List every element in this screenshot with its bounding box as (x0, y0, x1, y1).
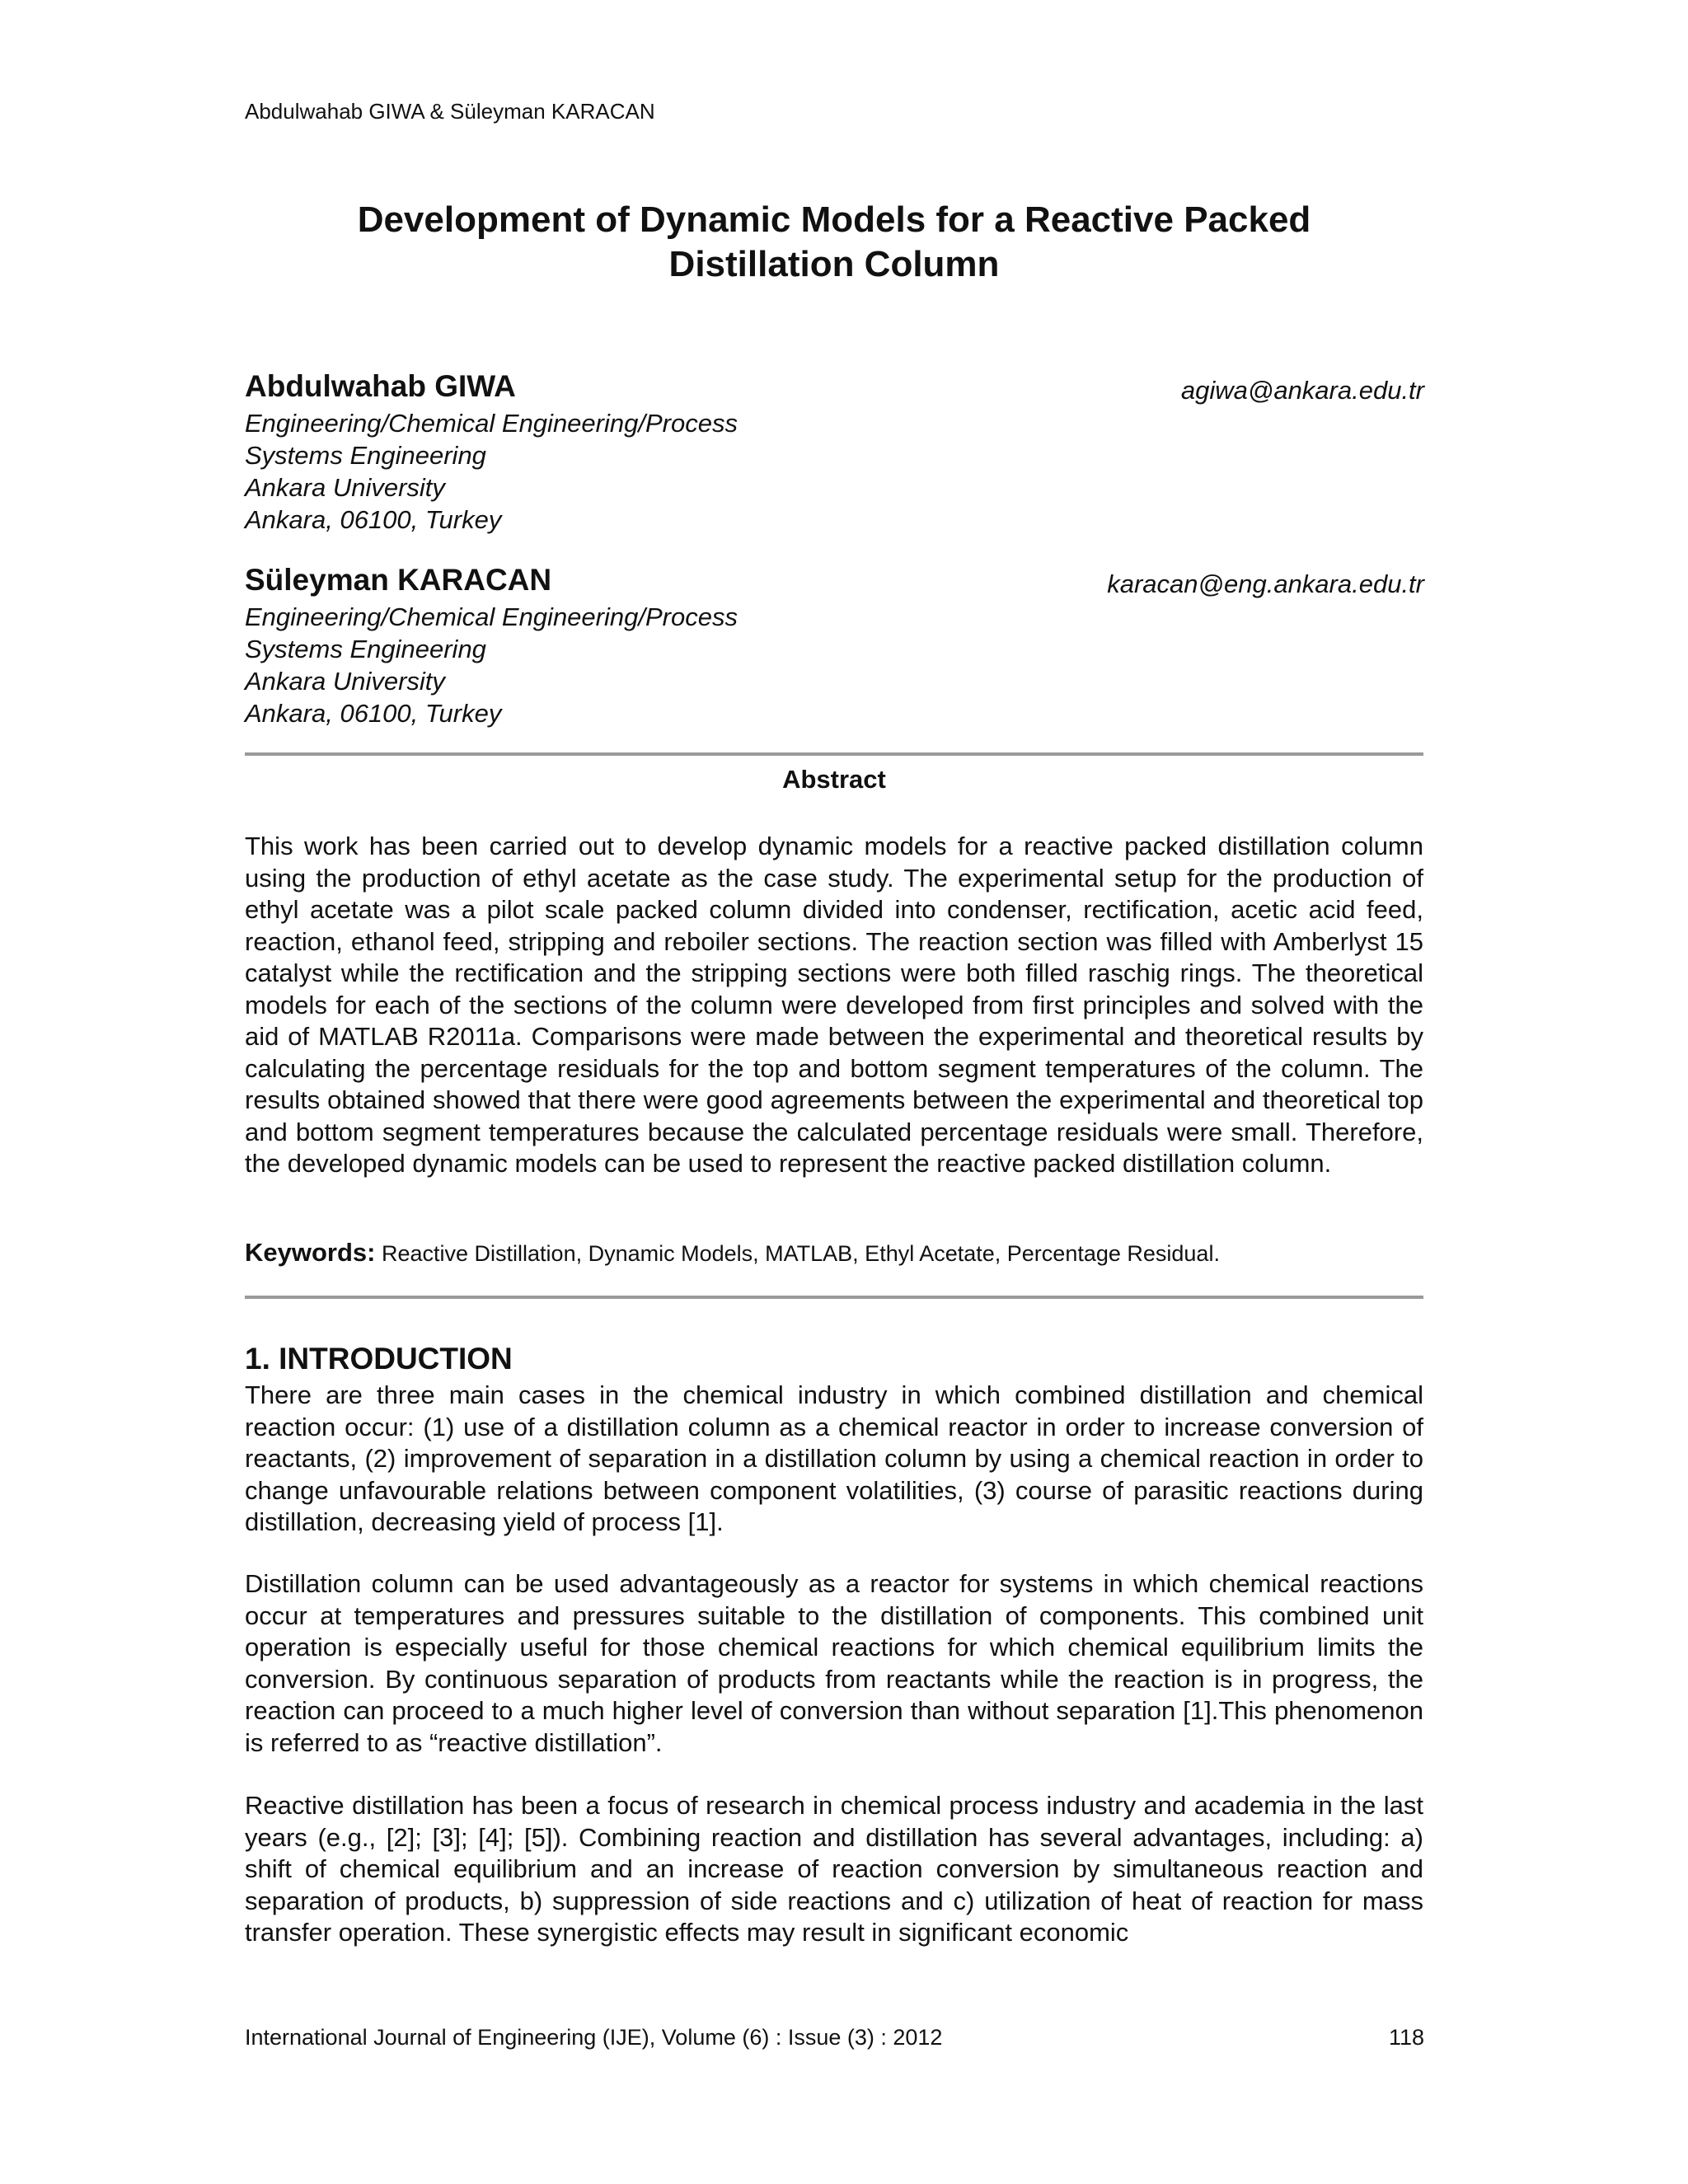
abstract-text: This work has been carried out to develop dynamic models for a reactive packed distillation column using the production of ethyl acetate as the case study. The experimental setup for the production of ethyl acetate was a pilot scale packed column divided into condenser, rectification, acetic acid feed, reaction, ethanol feed, stripping and reboiler sections. The reaction section was filled with Amberlyst 15 catalyst while the rectification and the stripping sections were both filled raschig rings. The theoretical models for each of the sections of the column were developed from first principles and solved with the aid of MATLAB R2011a. Comparisons were made between the experimental and theoretical results by calculating the percentage residuals for the top and bottom segment temperatures of the column. The results obtained showed that there were good agreements between the experimental and theoretical top and bottom segment temperatures because the calculated percentage residuals were small. Therefore, the developed dynamic models can be used to represent the reactive packed distillation column. (245, 832, 1423, 1178)
paper-title-line-2: Distillation Column (668, 244, 1000, 284)
author-email[interactable]: agiwa@ankara.edu.tr (1180, 376, 1424, 405)
affiliation-line: Systems Engineering (245, 441, 486, 470)
keywords-label: Keywords: (245, 1238, 376, 1267)
affiliation-line: Engineering/Chemical Engineering/Process (245, 602, 738, 631)
author-name: Süleyman KARACAN (245, 563, 552, 597)
intro-paragraph: There are three main cases in the chemical industry in which combined distillation and chemical reaction occur: (1) use of a distillation column as a chemical reactor in order to increase conversion of reactants, (2) improvement of separation in a distillation column by using a chemical reaction in order to change unfavourable relations between component volatilities, (3) course of parasitic reactions during distillation, decreasing yield of process [1]. (245, 1380, 1423, 1536)
intro-paragraph: Distillation column can be used advantageously as a reactor for systems in which chemical reactions occur at temperatures and pressures suitable to the distillation of components. This combined unit operation is especially useful for those chemical reactions for which chemical equilibrium limits the conversion. By continuous separation of products from reactants while the reaction is in progress, the reaction can proceed to a much higher level of conversion than without separation [1].This phenomenon is referred to as “reactive distillation”. (245, 1569, 1423, 1757)
running-header: Abdulwahab GIWA & Süleyman KARACAN (245, 99, 655, 124)
divider-top (245, 752, 1423, 756)
section-heading-introduction: 1. INTRODUCTION (245, 1342, 513, 1376)
affiliation-line: Ankara University (245, 473, 445, 502)
paper-title (245, 198, 1423, 287)
author-email[interactable]: karacan@eng.ankara.edu.tr (1107, 569, 1424, 598)
author-name: Abdulwahab GIWA (245, 369, 516, 403)
affiliation-line: Systems Engineering (245, 635, 486, 663)
divider-bottom (245, 1296, 1423, 1299)
affiliation-line: Ankara University (245, 667, 445, 696)
author-affiliation (245, 601, 738, 729)
page-number: 118 (1388, 2025, 1424, 2050)
intro-paragraph: Reactive distillation has been a focus of research in chemical process industry and academia in the last years (e.g., [2]; [3]; [4]; [5]). Combining reaction and distillation has several advantages, including: a) shift of chemical equilibrium and an increase of reaction conversion by simultaneous reaction and separation of products, b) suppression of side reactions and c) utilization of heat of reaction for mass transfer operation. These synergistic effects may result in significant economic (245, 1791, 1423, 1947)
keywords-text: Reactive Distillation, Dynamic Models, MATLAB, Ethyl Acetate, Percentage Residual. (382, 1241, 1220, 1266)
affiliation-line: Ankara, 06100, Turkey (245, 699, 502, 728)
footer-journal: International Journal of Engineering (IJE), Volume (6) : Issue (3) : 2012 (245, 2025, 943, 2050)
abstract-heading: Abstract (782, 765, 886, 794)
paper-title-line-1: Development of Dynamic Models for a Reactive Packed (357, 199, 1311, 240)
affiliation-line: Ankara, 06100, Turkey (245, 505, 502, 534)
author-affiliation (245, 407, 738, 536)
keywords (245, 1238, 1423, 1268)
affiliation-line: Engineering/Chemical Engineering/Process (245, 409, 738, 438)
